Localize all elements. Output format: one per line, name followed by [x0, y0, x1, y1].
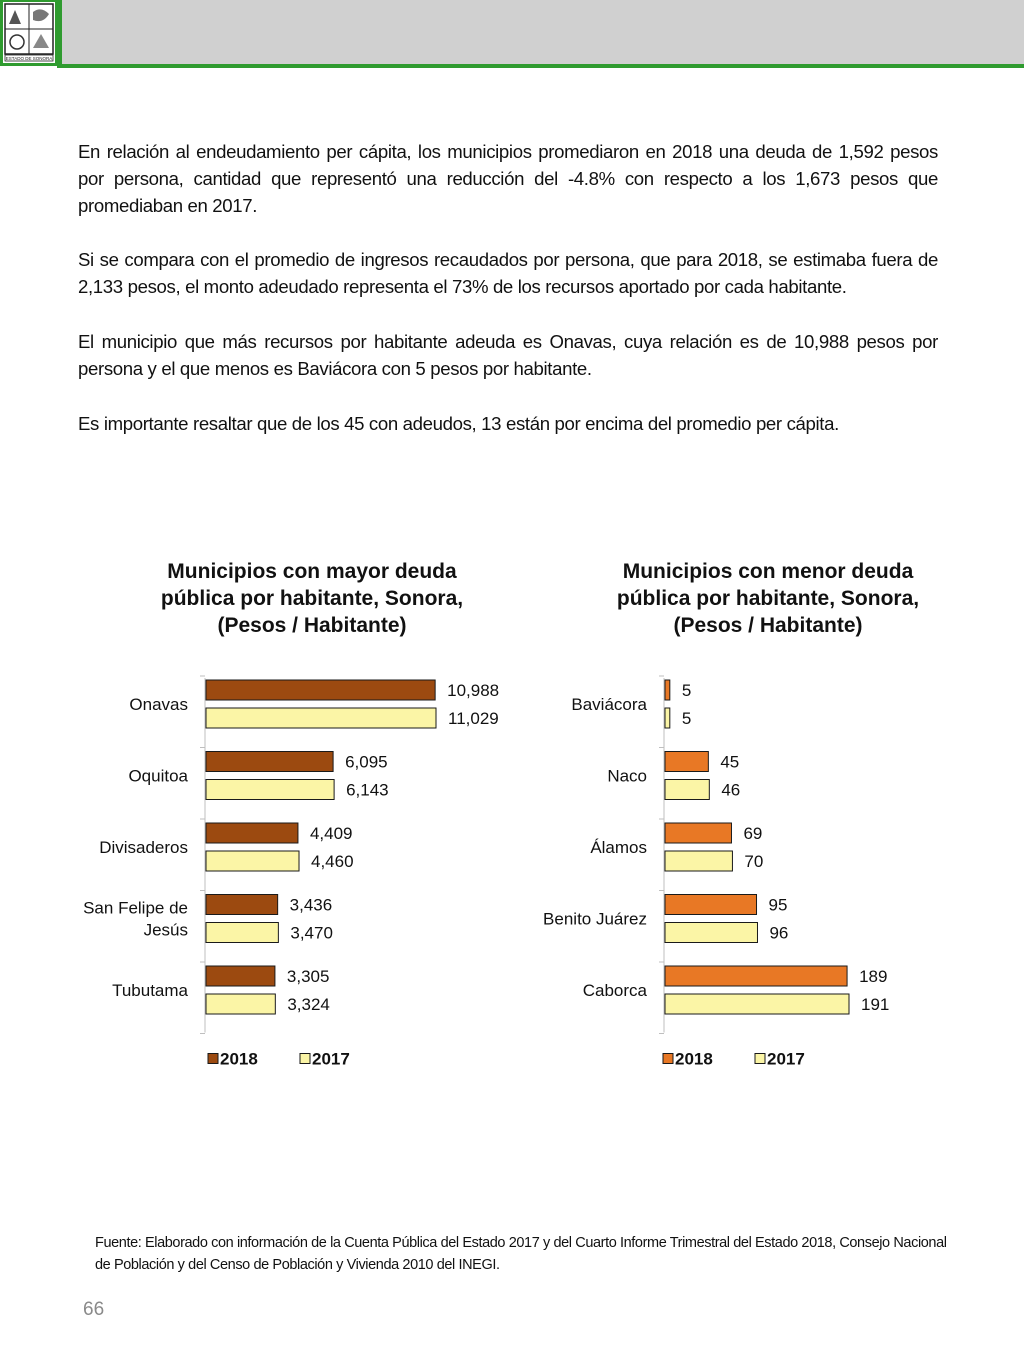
paragraph-debt-per-capita: En relación al endeudamiento per cápita, los municipios promediaron en 2018 una deuda de 1,592 pesos por persona, cantidad que representó una reducción del -4.8% con respecto a los 1,673 pesos que promediaban en 2017.	[78, 141, 938, 216]
legend-swatch	[663, 1054, 673, 1064]
chart-highest-debt	[0, 660, 520, 1080]
bar-2017-benito-juárez	[665, 923, 757, 943]
sonora-coat-of-arms-icon	[3, 2, 55, 63]
category-label: Álamos	[590, 838, 647, 857]
category-label: San Felipe de Jesús	[83, 898, 188, 940]
data-label: 70	[744, 852, 764, 871]
category-label: Onavas	[129, 695, 188, 714]
data-label: 6,095	[345, 752, 388, 772]
header-bar	[57, 0, 1024, 64]
source-note: Fuente: Elaborado con información de la Cuenta Pública del Estado 2017 y del Cuarto Informe Trimestral del Estado 2018, Consejo Nacional de Población y del Censo de Población y Vivienda 2010 del INEGI.	[95, 1235, 947, 1273]
bar-2017-oquitoa	[206, 780, 334, 800]
data-label: 69	[743, 824, 763, 843]
bar-2017-álamos	[665, 851, 732, 871]
category-label: Naco	[607, 766, 647, 786]
data-label: 3,324	[287, 995, 330, 1014]
data-label: 10,988	[447, 681, 500, 700]
category-label: Benito Juárez	[543, 909, 647, 929]
data-label: 96	[769, 923, 789, 943]
paragraph-above-average: Es importante resaltar que de los 45 con adeudos, 13 están por encima del promedio per cápita.	[78, 413, 839, 434]
bar-2018-álamos	[665, 823, 731, 843]
bar-2018-benito-juárez	[665, 895, 757, 915]
chart-title-line: pública por habitante, Sonora,	[160, 587, 464, 610]
data-label: 3,436	[289, 895, 333, 915]
data-label: 3,470	[290, 923, 333, 943]
chart-lowest-debt	[512, 660, 1024, 1080]
data-label: 5	[681, 709, 692, 728]
data-label: 45	[720, 752, 740, 772]
chart-title-line: Municipios con menor deuda	[622, 560, 914, 583]
data-label: 189	[859, 967, 888, 986]
bar-2018-caborca	[665, 966, 847, 986]
chart-title-line: pública por habitante, Sonora,	[616, 587, 920, 610]
legend-swatch	[300, 1054, 310, 1064]
bar-2018-tubutama	[206, 966, 275, 986]
bar-2018-baviácora	[665, 680, 670, 700]
bar-2017-san-felipe-de-jesús	[206, 923, 278, 943]
bar-2018-oquitoa	[206, 752, 333, 772]
header-accent-line	[57, 64, 1024, 68]
paragraph-income-comparison: Si se compara con el promedio de ingresos recaudados por persona, que para 2018, se estimaba fuera de 2,133 pesos, el monto adeudado representa el 73% de los recursos aportado por cada habitante.	[78, 249, 938, 297]
legend-label: 2017	[312, 1049, 350, 1069]
bar-2017-baviácora	[665, 708, 670, 728]
chart-title-line: Municipios con mayor deuda	[167, 560, 457, 583]
data-label: 191	[861, 995, 890, 1014]
data-label: 3,305	[286, 967, 330, 986]
bar-2018-onavas	[206, 680, 435, 700]
category-label: Oquitoa	[128, 766, 188, 786]
category-label: Tubutama	[112, 981, 188, 1000]
chart-title-highest-debt	[130, 558, 494, 639]
data-label: 46	[721, 780, 741, 800]
category-label: Caborca	[582, 981, 647, 1000]
data-label: 4,460	[311, 852, 354, 871]
logo-caption: ESTADO DE SONORA	[5, 56, 53, 61]
data-label: 5	[681, 681, 692, 700]
legend-swatch	[755, 1054, 765, 1064]
paragraph-highest-lowest: El municipio que más recursos por habitante adeuda es Onavas, cuya relación es de 10,988 pesos por persona y el que menos es Baviácora con 5 pesos por habitante.	[78, 331, 938, 379]
bar-2017-caborca	[665, 994, 849, 1014]
data-label: 95	[768, 895, 788, 915]
legend-label: 2018	[220, 1049, 258, 1069]
legend-label: 2017	[767, 1049, 805, 1069]
page-number: 66	[83, 1299, 105, 1320]
logo-frame	[0, 0, 62, 66]
bar-2018-divisaderos	[206, 823, 298, 843]
page-header	[0, 0, 1024, 68]
bar-2017-onavas	[206, 708, 436, 728]
data-label: 6,143	[346, 780, 389, 800]
data-label: 4,409	[309, 824, 353, 843]
bar-2017-naco	[665, 780, 709, 800]
bar-2018-naco	[665, 752, 708, 772]
category-label: Baviácora	[571, 695, 647, 714]
chart-title-lowest-debt	[586, 558, 950, 639]
bar-2018-san-felipe-de-jesús	[206, 895, 278, 915]
chart-title-line: (Pesos / Habitante)	[673, 614, 863, 637]
bar-2017-tubutama	[206, 994, 275, 1014]
chart-title-line: (Pesos / Habitante)	[217, 614, 407, 637]
data-label: 11,029	[448, 709, 499, 728]
legend-swatch	[208, 1054, 218, 1064]
legend-label: 2018	[675, 1049, 713, 1069]
category-label: Divisaderos	[99, 838, 188, 857]
bar-2017-divisaderos	[206, 851, 299, 871]
